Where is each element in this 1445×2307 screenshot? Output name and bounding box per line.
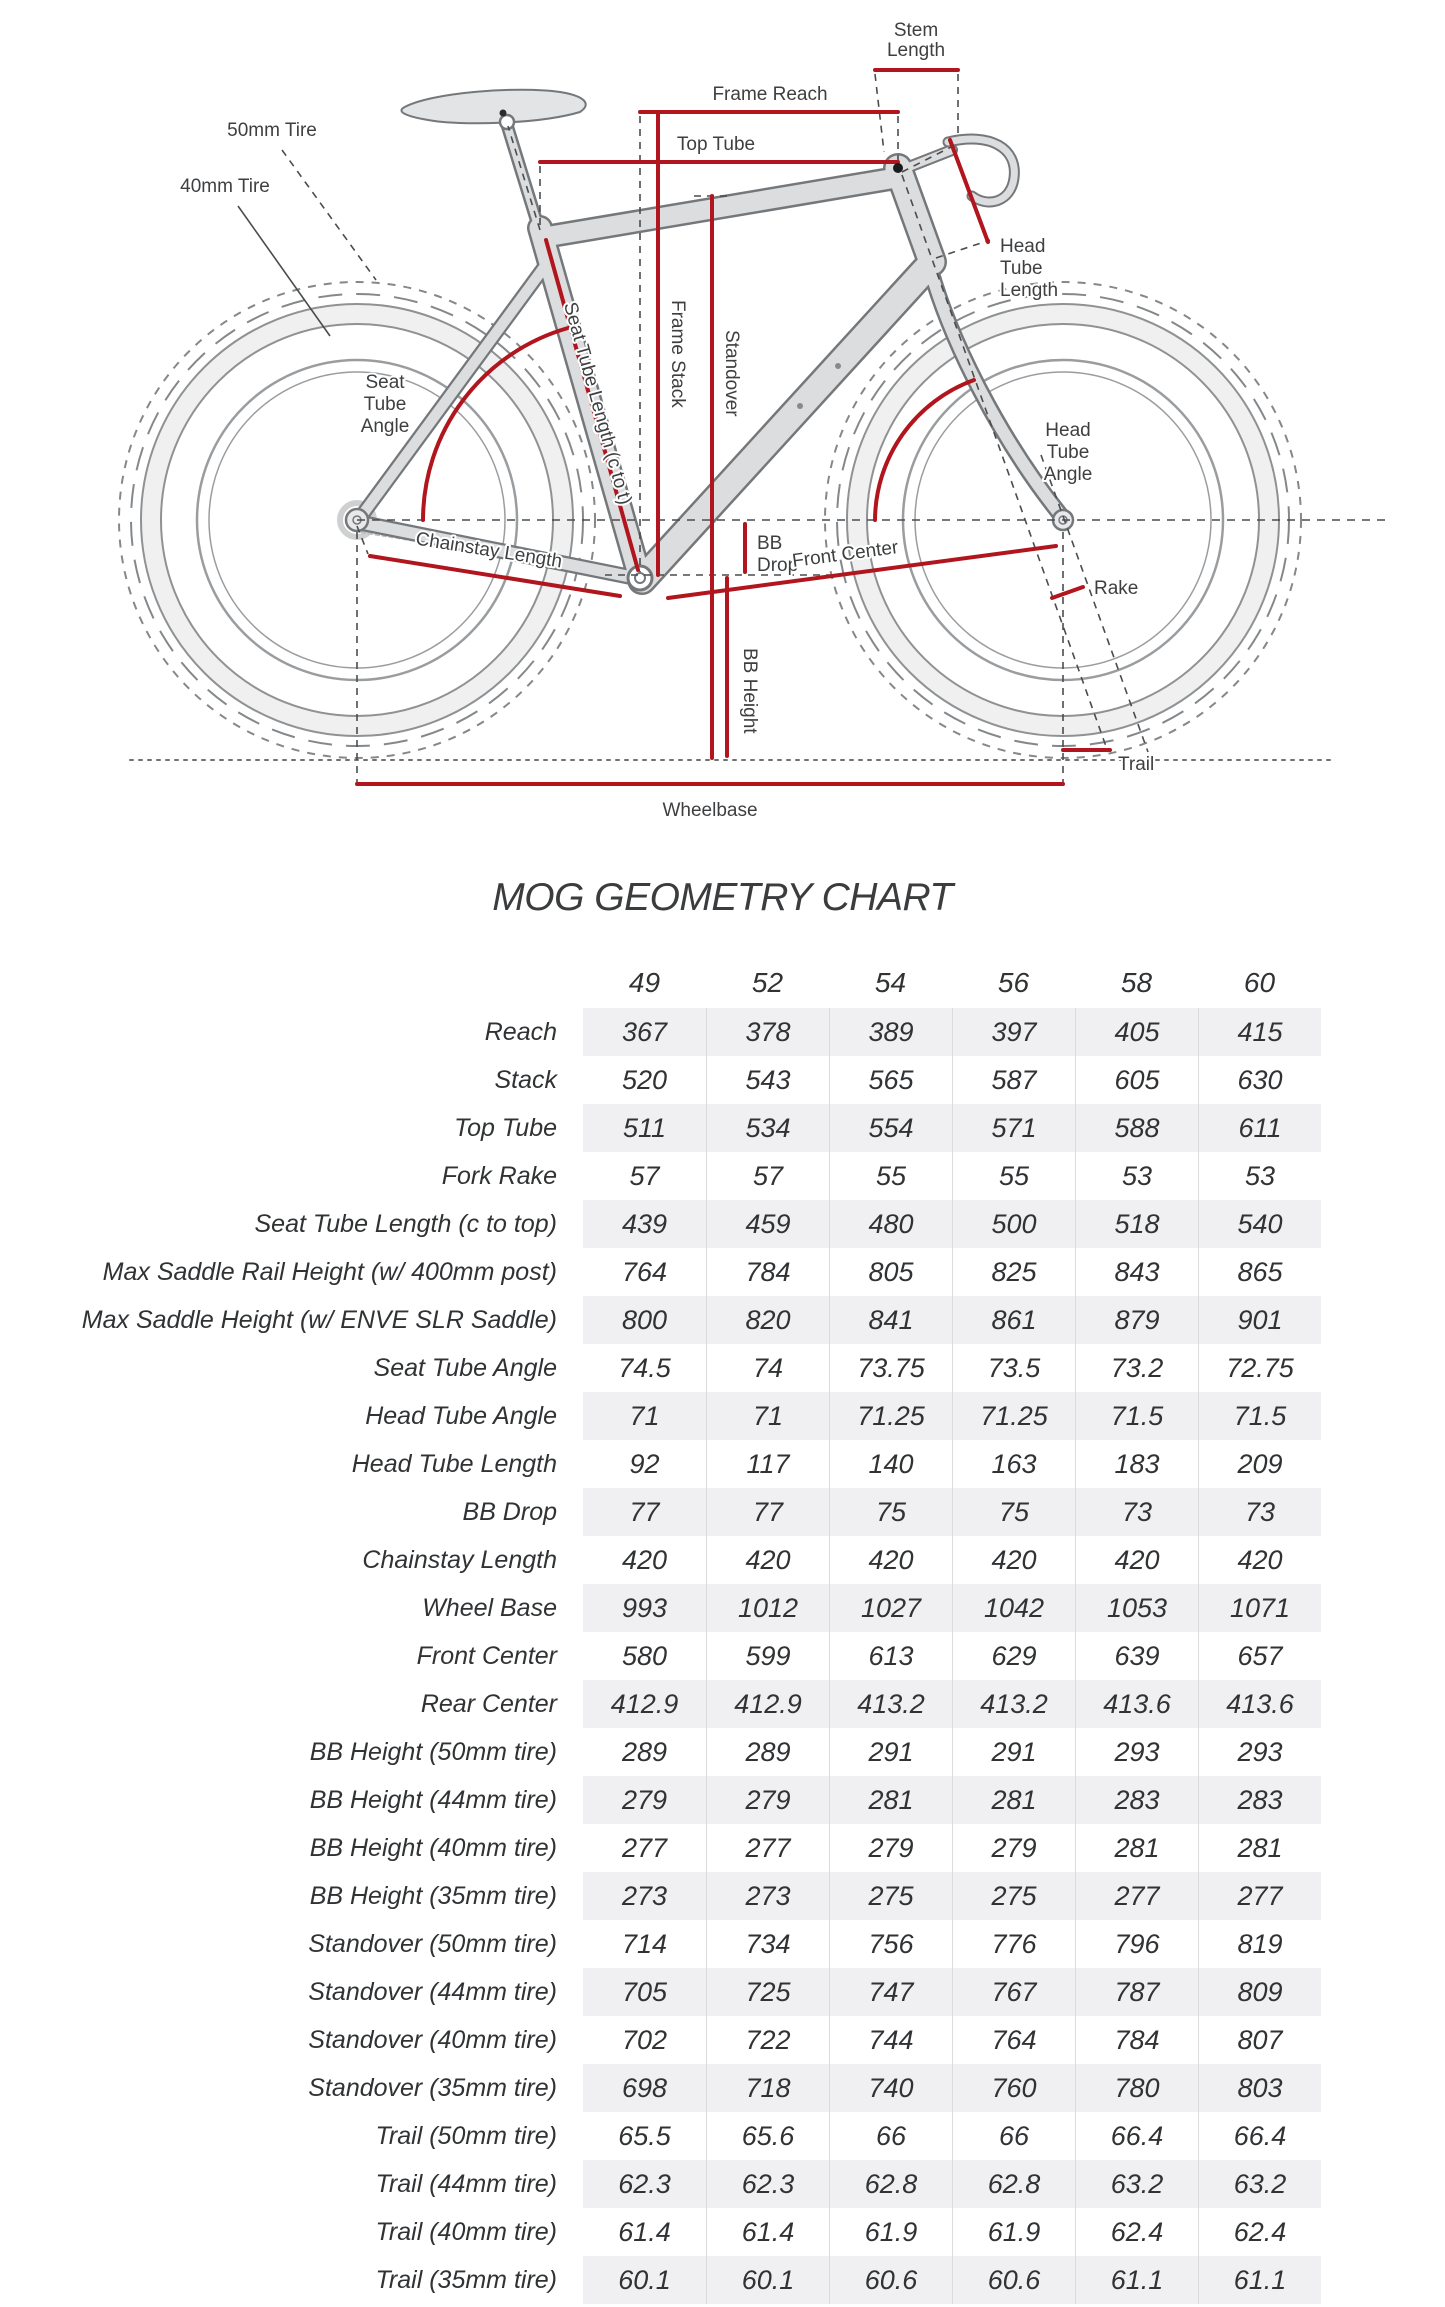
value-cell: 764 (621, 1257, 668, 1287)
value-cell: 60.1 (618, 2265, 671, 2295)
value-cell: 279 (621, 1785, 668, 1815)
value-cell: 698 (621, 2073, 668, 2103)
row-label: Front Center (416, 1642, 557, 1670)
seat-tube-length-label: Seat Tube Length (c to t) (559, 299, 636, 508)
value-cell: 71.25 (829, 1392, 952, 1440)
value-cell: 289 (621, 1737, 668, 1767)
value-cell: 405 (1075, 1008, 1198, 1056)
value-cell: 861 (952, 1296, 1075, 1344)
bb-height-label: BB Height (739, 648, 760, 734)
row-label: Trail (40mm tire) (375, 2218, 557, 2246)
row-label: Reach (484, 1018, 557, 1046)
row-values (583, 1152, 1321, 1200)
size-column-header: 54 (874, 967, 907, 998)
value-cell: 77 (706, 1488, 829, 1536)
value-cell: 281 (829, 1776, 952, 1824)
row-values (583, 2064, 1321, 2112)
value-cell: 413.2 (952, 1680, 1075, 1728)
row-values (583, 1824, 1321, 1872)
value-cell: 540 (1198, 1200, 1321, 1248)
table-row (60, 1920, 1385, 1968)
row-label: Trail (35mm tire) (375, 2266, 557, 2294)
value-cell: 73 (1075, 1488, 1198, 1536)
value-cell: 702 (621, 2025, 668, 2055)
value-cell: 71 (629, 1401, 660, 1431)
value-cell: 71.5 (1198, 1392, 1321, 1440)
table-row (60, 1248, 1385, 1296)
value-cell: 599 (706, 1632, 829, 1680)
value-cell: 412.9 (706, 1680, 829, 1728)
row-values (583, 1776, 1321, 1824)
value-cell: 60.6 (952, 2256, 1075, 2304)
table-row (60, 1296, 1385, 1344)
value-cell: 412.9 (610, 1689, 679, 1719)
row-values (583, 1056, 1321, 1104)
value-cell: 800 (621, 1305, 668, 1335)
value-cell: 718 (706, 2064, 829, 2112)
value-cell: 413.6 (1198, 1680, 1321, 1728)
value-cell: 571 (952, 1104, 1075, 1152)
row-values (583, 1392, 1321, 1440)
row-label: BB Height (50mm tire) (309, 1738, 557, 1766)
rake-label: Rake (1094, 578, 1139, 599)
value-cell: 740 (829, 2064, 952, 2112)
value-cell: 879 (1075, 1296, 1198, 1344)
value-cell: 277 (706, 1824, 829, 1872)
row-label: Standover (35mm tire) (308, 2074, 557, 2102)
row-values (583, 2256, 1321, 2304)
value-cell: 518 (1075, 1200, 1198, 1248)
value-cell: 420 (829, 1536, 952, 1584)
value-cell: 1012 (706, 1584, 829, 1632)
value-cell: 63.2 (1198, 2160, 1321, 2208)
table-row (60, 1152, 1385, 1200)
table-row (60, 1392, 1385, 1440)
value-cell: 277 (1198, 1872, 1321, 1920)
value-cell: 291 (829, 1728, 952, 1776)
value-cell: 209 (1198, 1440, 1321, 1488)
value-cell: 55 (952, 1152, 1075, 1200)
row-label: Standover (50mm tire) (308, 1930, 557, 1958)
seat-tube-angle-label: Seat (365, 372, 405, 393)
value-cell: 611 (1198, 1104, 1321, 1152)
row-label: BB Drop (462, 1498, 557, 1526)
value-cell: 53 (1075, 1152, 1198, 1200)
value-cell: 140 (829, 1440, 952, 1488)
geometry-table (60, 958, 1385, 2304)
value-cell: 993 (621, 1593, 668, 1623)
table-row (60, 2256, 1385, 2304)
stem-length-label: Length (886, 40, 946, 61)
table-row (60, 1968, 1385, 2016)
value-cell: 66 (829, 2112, 952, 2160)
table-row (60, 2208, 1385, 2256)
table-row (60, 1056, 1385, 1104)
size-column-header: 60 (1243, 967, 1276, 998)
value-cell: 843 (1075, 1248, 1198, 1296)
table-row (60, 1200, 1385, 1248)
value-cell: 534 (706, 1104, 829, 1152)
row-label: Top Tube (454, 1114, 557, 1142)
value-cell: 825 (952, 1248, 1075, 1296)
row-label: Rear Center (420, 1690, 557, 1718)
value-cell: 77 (629, 1497, 660, 1527)
value-cell: 901 (1198, 1296, 1321, 1344)
value-cell: 747 (829, 1968, 952, 2016)
value-cell: 92 (629, 1449, 660, 1479)
value-cell: 61.4 (706, 2208, 829, 2256)
value-cell: 439 (621, 1209, 668, 1239)
value-cell: 378 (706, 1008, 829, 1056)
head-tube-angle-label: Head (1045, 420, 1091, 441)
value-cell: 183 (1075, 1440, 1198, 1488)
value-cell: 65.6 (706, 2112, 829, 2160)
row-label: Trail (50mm tire) (375, 2122, 557, 2150)
value-cell: 73.75 (829, 1344, 952, 1392)
table-row (60, 1344, 1385, 1392)
value-cell: 639 (1075, 1632, 1198, 1680)
value-cell: 803 (1198, 2064, 1321, 2112)
table-row (60, 2160, 1385, 2208)
row-label: Max Saddle Height (w/ ENVE SLR Saddle) (81, 1306, 557, 1334)
trail-label: Trail (1118, 754, 1155, 775)
value-cell: 63.2 (1075, 2160, 1198, 2208)
chainstay-length-label: Chainstay Length (414, 528, 564, 573)
value-cell: 277 (621, 1833, 668, 1863)
row-label: Stack (494, 1066, 557, 1094)
row-values (583, 1920, 1321, 1968)
row-label: Wheel Base (422, 1594, 557, 1622)
value-cell: 61.1 (1075, 2256, 1198, 2304)
value-cell: 780 (1075, 2064, 1198, 2112)
table-row (60, 1584, 1385, 1632)
value-cell: 554 (829, 1104, 952, 1152)
table-row (60, 1440, 1385, 1488)
value-cell: 580 (621, 1641, 668, 1671)
value-cell: 61.9 (952, 2208, 1075, 2256)
row-values (583, 1584, 1321, 1632)
value-cell: 71 (706, 1392, 829, 1440)
row-values (583, 1536, 1321, 1584)
standover-label: Standover (721, 330, 742, 417)
bike-geometry-diagram (0, 0, 1445, 845)
value-cell: 420 (1075, 1536, 1198, 1584)
value-cell: 62.4 (1198, 2208, 1321, 2256)
row-values (583, 1968, 1321, 2016)
value-cell: 805 (829, 1248, 952, 1296)
head-tube-length-line (950, 140, 988, 242)
value-cell: 55 (829, 1152, 952, 1200)
row-label: BB Height (40mm tire) (309, 1834, 557, 1862)
saddle (401, 90, 585, 124)
table-body (60, 1008, 1385, 2304)
value-cell: 279 (706, 1776, 829, 1824)
bottom-bracket (628, 566, 652, 590)
value-cell: 273 (706, 1872, 829, 1920)
value-cell: 841 (829, 1296, 952, 1344)
row-values (583, 2112, 1321, 2160)
value-cell: 163 (952, 1440, 1075, 1488)
value-cell: 760 (952, 2064, 1075, 2112)
value-cell: 744 (829, 2016, 952, 2064)
value-cell: 62.8 (952, 2160, 1075, 2208)
value-cell: 293 (1075, 1728, 1198, 1776)
value-cell: 784 (706, 1248, 829, 1296)
table-row (60, 1008, 1385, 1056)
seat-tube-angle-label: Tube (363, 394, 407, 415)
row-values (583, 1680, 1321, 1728)
rake-line (1052, 587, 1083, 598)
value-cell: 60.1 (706, 2256, 829, 2304)
value-cell: 277 (1075, 1872, 1198, 1920)
row-label: Standover (40mm tire) (308, 2026, 557, 2054)
table-row (60, 2016, 1385, 2064)
size-column-header: 52 (751, 967, 784, 998)
value-cell: 767 (952, 1968, 1075, 2016)
table-row (60, 1632, 1385, 1680)
row-values (583, 2208, 1321, 2256)
row-label: BB Height (35mm tire) (309, 1882, 557, 1910)
value-cell: 289 (706, 1728, 829, 1776)
table-row (60, 1104, 1385, 1152)
value-cell: 725 (706, 1968, 829, 2016)
size-column-header: 56 (997, 967, 1030, 998)
head-tube-length-label: Length (1000, 280, 1059, 301)
table-row (60, 1488, 1385, 1536)
value-cell: 65.5 (618, 2121, 671, 2151)
value-cell: 511 (622, 1113, 667, 1143)
value-cell: 62.3 (618, 2169, 671, 2199)
value-cell: 734 (706, 1920, 829, 1968)
value-cell: 74.5 (618, 1353, 671, 1383)
row-values (583, 1248, 1321, 1296)
value-cell: 389 (829, 1008, 952, 1056)
value-cell: 57 (629, 1161, 660, 1191)
value-cell: 776 (952, 1920, 1075, 1968)
row-values (583, 1488, 1321, 1536)
value-cell: 413.6 (1075, 1680, 1198, 1728)
value-cell: 275 (952, 1872, 1075, 1920)
value-cell: 73 (1198, 1488, 1321, 1536)
value-cell: 420 (952, 1536, 1075, 1584)
value-cell: 613 (829, 1632, 952, 1680)
bb-drop-label: BB (757, 533, 783, 554)
row-values (583, 2016, 1321, 2064)
value-cell: 117 (706, 1440, 829, 1488)
value-cell: 796 (1075, 1920, 1198, 1968)
row-values (583, 1008, 1321, 1056)
value-cell: 756 (829, 1920, 952, 1968)
value-cell: 705 (621, 1977, 668, 2007)
value-cell: 1027 (829, 1584, 952, 1632)
row-values (583, 1344, 1321, 1392)
value-cell: 75 (952, 1488, 1075, 1536)
row-label: Max Saddle Rail Height (w/ 400mm post) (102, 1258, 557, 1286)
value-cell: 57 (706, 1152, 829, 1200)
reach-reference-dot (893, 163, 903, 173)
value-cell: 543 (706, 1056, 829, 1104)
row-values (583, 1728, 1321, 1776)
value-cell: 588 (1075, 1104, 1198, 1152)
value-cell: 764 (952, 2016, 1075, 2064)
value-cell: 413.2 (829, 1680, 952, 1728)
value-cell: 1042 (952, 1584, 1075, 1632)
table-header-row (60, 958, 1385, 1008)
head-tube-angle-label: Tube (1046, 442, 1090, 463)
value-cell: 73.5 (952, 1344, 1075, 1392)
table-row (60, 1536, 1385, 1584)
value-cell: 565 (829, 1056, 952, 1104)
value-cell: 787 (1075, 1968, 1198, 2016)
value-cell: 807 (1198, 2016, 1321, 2064)
wheelbase-label: Wheelbase (662, 800, 758, 821)
table-row (60, 1776, 1385, 1824)
table-row (60, 2112, 1385, 2160)
row-values (583, 2160, 1321, 2208)
page-title: MOG GEOMETRY CHART (492, 876, 953, 919)
row-values (583, 1872, 1321, 1920)
value-cell: 605 (1075, 1056, 1198, 1104)
seat-tube-angle-label: Angle (360, 416, 410, 437)
top-tube-label: Top Tube (676, 134, 756, 155)
value-cell: 73.2 (1075, 1344, 1198, 1392)
tire-40-label: 40mm Tire (180, 176, 270, 197)
table-row (60, 2064, 1385, 2112)
frame-stack-label: Frame Stack (667, 300, 688, 408)
value-cell: 66.4 (1075, 2112, 1198, 2160)
value-cell: 283 (1075, 1776, 1198, 1824)
value-cell: 629 (952, 1632, 1075, 1680)
row-values (583, 1632, 1321, 1680)
value-cell: 714 (621, 1929, 668, 1959)
stem-length-label: Stem (893, 20, 939, 41)
value-cell: 281 (952, 1776, 1075, 1824)
value-cell: 630 (1198, 1056, 1321, 1104)
row-values (583, 1104, 1321, 1152)
value-cell: 75 (829, 1488, 952, 1536)
value-cell: 367 (621, 1017, 668, 1047)
frame-reach-label: Frame Reach (712, 84, 828, 105)
value-cell: 819 (1198, 1920, 1321, 1968)
value-cell: 283 (1198, 1776, 1321, 1824)
value-cell: 66.4 (1198, 2112, 1321, 2160)
value-cell: 61.4 (618, 2217, 671, 2247)
value-cell: 784 (1075, 2016, 1198, 2064)
table-row (60, 1680, 1385, 1728)
table-row (60, 1824, 1385, 1872)
value-cell: 1053 (1075, 1584, 1198, 1632)
head-tube-length-label: Tube (1000, 258, 1043, 279)
value-cell: 397 (952, 1008, 1075, 1056)
row-label: Trail (44mm tire) (375, 2170, 557, 2198)
value-cell: 62.8 (829, 2160, 952, 2208)
value-cell: 459 (706, 1200, 829, 1248)
value-cell: 809 (1198, 1968, 1321, 2016)
row-label: Standover (44mm tire) (308, 1978, 557, 2006)
bike-geometry-svg (0, 0, 1445, 845)
value-cell: 60.6 (829, 2256, 952, 2304)
head-tube-angle-label: Angle (1043, 464, 1093, 485)
value-cell: 722 (706, 2016, 829, 2064)
value-cell: 420 (1198, 1536, 1321, 1584)
value-cell: 1071 (1198, 1584, 1321, 1632)
front-center-label: Front Center (791, 537, 900, 573)
value-cell: 520 (621, 1065, 668, 1095)
row-label: Chainstay Length (362, 1546, 557, 1574)
value-cell: 71.25 (952, 1392, 1075, 1440)
value-cell: 66 (952, 2112, 1075, 2160)
row-label: Head Tube Length (351, 1450, 557, 1478)
tire-50-label: 50mm Tire (227, 120, 317, 141)
value-cell: 279 (829, 1824, 952, 1872)
row-values (583, 1200, 1321, 1248)
value-cell: 480 (829, 1200, 952, 1248)
head-tube-length-label: Head (1000, 236, 1046, 257)
value-cell: 275 (829, 1872, 952, 1920)
value-cell: 420 (621, 1545, 668, 1575)
value-cell: 72.75 (1198, 1344, 1321, 1392)
value-cell: 420 (706, 1536, 829, 1584)
value-cell: 865 (1198, 1248, 1321, 1296)
value-cell: 281 (1198, 1824, 1321, 1872)
value-cell: 281 (1075, 1824, 1198, 1872)
value-cell: 820 (706, 1296, 829, 1344)
bb-drop-label: Drop (757, 555, 799, 576)
row-label: Head Tube Angle (365, 1402, 557, 1430)
value-cell: 273 (621, 1881, 668, 1911)
row-label: Fork Rake (441, 1162, 557, 1190)
row-label: Seat Tube Angle (373, 1354, 557, 1382)
value-cell: 74 (706, 1344, 829, 1392)
value-cell: 279 (952, 1824, 1075, 1872)
value-cell: 62.4 (1075, 2208, 1198, 2256)
value-cell: 291 (952, 1728, 1075, 1776)
value-cell: 293 (1198, 1728, 1321, 1776)
row-values (583, 1440, 1321, 1488)
value-cell: 657 (1198, 1632, 1321, 1680)
value-cell: 53 (1198, 1152, 1321, 1200)
row-label: BB Height (44mm tire) (309, 1786, 557, 1814)
size-column-header: 58 (1120, 967, 1153, 998)
value-cell: 71.5 (1075, 1392, 1198, 1440)
size-column-header: 49 (628, 967, 661, 998)
table-row (60, 1728, 1385, 1776)
value-cell: 62.3 (706, 2160, 829, 2208)
value-cell: 500 (952, 1200, 1075, 1248)
table-row (60, 1872, 1385, 1920)
value-cell: 61.1 (1198, 2256, 1321, 2304)
row-label: Seat Tube Length (c to top) (254, 1210, 557, 1238)
row-values (583, 1296, 1321, 1344)
value-cell: 61.9 (829, 2208, 952, 2256)
value-cell: 587 (952, 1056, 1075, 1104)
value-cell: 415 (1198, 1008, 1321, 1056)
